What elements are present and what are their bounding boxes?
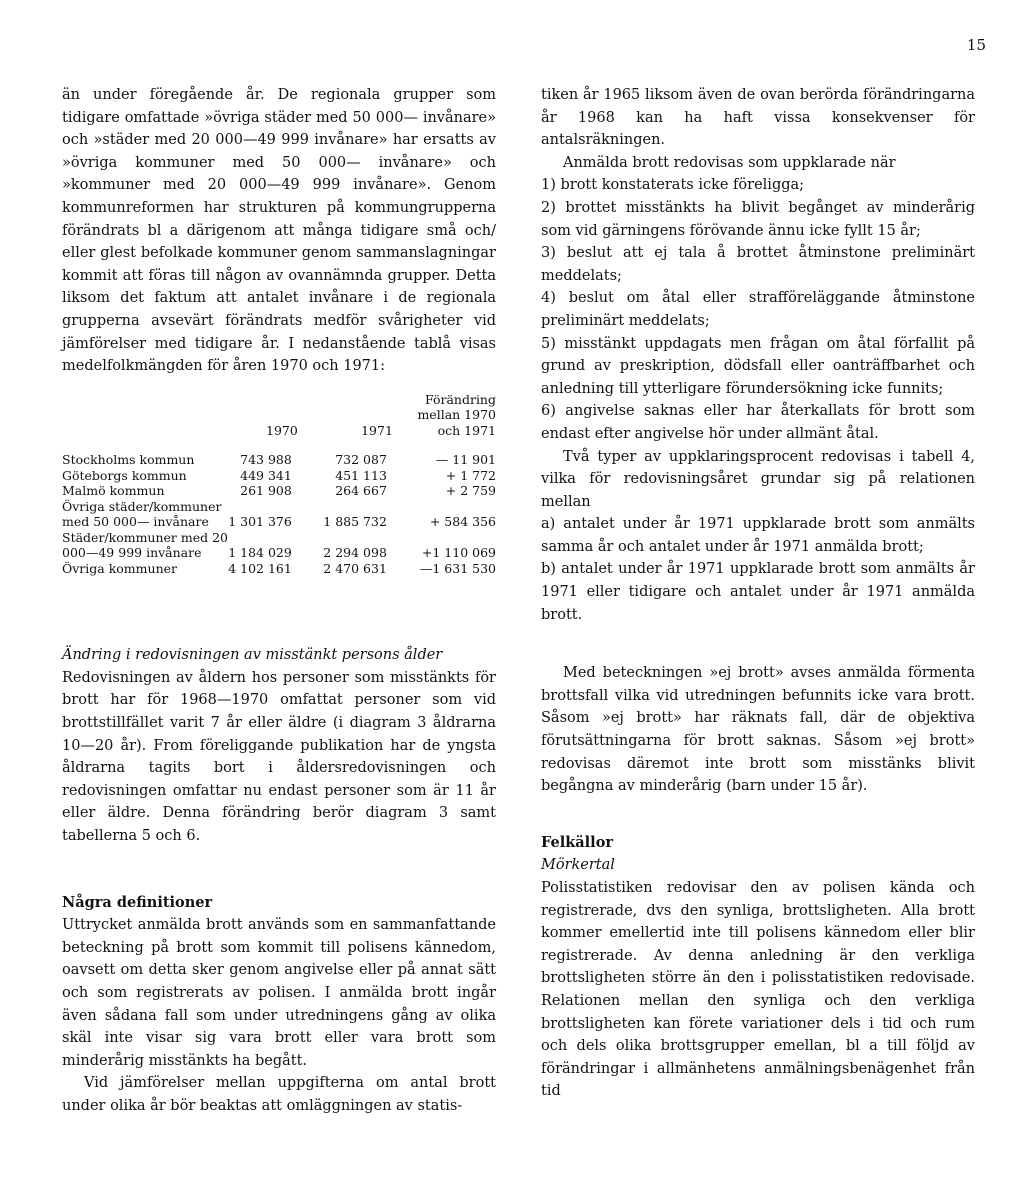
- table-header-row: [62, 392, 496, 453]
- row-value-1971: 2 294 098: [323, 545, 387, 561]
- paragraph-definitions-1: Uttrycket anmälda brott används som en sammanfattande beteckning på brott som kommit till polisens kännedom, oavsett om detta sker genom angivelse eller på annat sätt och som registrerats av polisen. I anmälda brott ingår även sådana fall som under utredningens gång av olika skäl inte visar sig vara brott eller vara brott som minderårig misstänkts ha begått.: [62, 917, 496, 1069]
- heading-definitions: Några definitioner: [62, 893, 213, 911]
- list-item: 5) misstänkt uppdagats men frågan om åtal förfallit på grund av preskription, dödsfall eller oanträffbarhet och anledning till ytterligare förundersökning icke funnits;: [541, 335, 975, 397]
- row-label: Övriga städer/kommuner med 50 000— invånare: [62, 498, 222, 530]
- page-number: 15: [966, 36, 986, 54]
- paragraph-age-change: Redovisningen av åldern hos personer som misstänkts för brott har för 1968—1970 omfattat personer som vid brottstillfället varit 7 år eller äldre (i diagram 3 åldrarna 10—20 år). From föreliggande publikation har de yngsta åldrarna tagits bort i åldersredovisningen och redovisningen omfattar nu endast personer som är 11 år eller äldre. Denna förändring berör diagram 3 samt tabellerna 5 och 6.: [62, 669, 496, 844]
- row-change: + 1 772: [445, 467, 496, 483]
- row-label: Städer/kommuner med 20 000—49 999 invånare: [62, 529, 229, 561]
- row-value-1971: 1 885 732: [323, 514, 387, 530]
- clearance-relation-list: [541, 513, 975, 626]
- row-value-1970: 743 988: [240, 452, 292, 468]
- paragraph-cleared-intro: Anmälda brott redovisas som uppklarade när: [563, 154, 896, 171]
- heading-age-change: Ändring i redovisningen av misstänkt persons ålder: [62, 647, 443, 664]
- cleared-criteria-list: [541, 174, 975, 445]
- row-change: + 2 759: [445, 483, 496, 499]
- row-change: + 584 356: [429, 514, 496, 530]
- row-change: — 11 901: [435, 452, 496, 468]
- paragraph-dark-figure: Polisstatistiken redovisar den av polisen kända och registrerade, dvs den synliga, brottsligheten. Alla brott kommer emellertid inte till polisens kännedom eller blir registrerade. Av denna anledning är den verkliga brottsligheten större än den i polisstatistiken redovisade. Relationen mellan den synliga och den verkliga brottsligheten kan förete variationer dels i tid och rum och dels olika brottsgrupper emellan, bl a till följd av förändringar i allmänhetens anmälningsbenägenhet från tid: [541, 880, 975, 1100]
- row-change: +1 110 069: [421, 545, 496, 561]
- left-column: [62, 84, 496, 1118]
- right-column: [541, 84, 975, 1103]
- paragraph-statistics-cont: tiken år 1965 liksom även de ovan berörda förändringarna år 1968 kan ha haft vissa konsekvenser för antalsräkningen.: [541, 87, 975, 149]
- row-value-1970: 1 301 376: [228, 514, 292, 530]
- table-header-change: Förändring mellan 1970 och 1971: [417, 391, 496, 438]
- paragraph-regional-groups: än under föregående år. De regionala grupper som tidigare omfattade »övriga städer med 50 000— invånare» och »städer med 20 000—49 999 invånare» har ersatts av »övriga kommuner med 50 000— invånare» och »kommuner med 20 000—49 999 invånare». Genom kommunreformen har strukturen på kommungrupperna förändrats bl a därigenom att många tidigare små och/ eller glest befolkade kommuner genom sammanslagningar kommit att föras till någon av ovannämnda grupper. Detta liksom det faktum att antalet invånare i de regionala grupperna avsevärt förändrats medför svårigheter vid jämförelser med tidigare år. I nedanstående tablå visas medelfolkmängden för åren 1970 och 1971:: [62, 87, 496, 375]
- table-row: [62, 530, 496, 561]
- table-header-1970: 1970: [266, 422, 298, 438]
- population-table: [62, 392, 496, 577]
- table-header-label: [62, 392, 228, 453]
- table-header-1971: 1971: [361, 422, 393, 438]
- paragraph-definitions-2: Vid jämförelser mellan uppgifterna om antal brott under olika år bör beaktas att omläggningen av statis-: [62, 1075, 496, 1114]
- table-row: [62, 483, 496, 499]
- list-item: 2) brottet misstänkts ha blivit begånget av minderårig som vid gärningens förövande ännu icke fyllt 15 år;: [541, 199, 975, 239]
- row-label: Stockholms kommun: [62, 452, 195, 468]
- heading-error-sources: Felkällor: [541, 833, 614, 851]
- row-label: Övriga kommuner: [62, 560, 177, 576]
- list-item: 4) beslut om åtal eller strafföreläggande åtminstone preliminärt meddelats;: [541, 290, 975, 329]
- row-value-1970: 1 184 029: [228, 545, 292, 561]
- table-row: [62, 468, 496, 484]
- row-value-1970: 4 102 161: [228, 560, 292, 576]
- paragraph-not-crime: Med beteckningen »ej brott» avses anmälda förmenta brottsfall vilka vid utredningen befunnits icke vara brott. Såsom »ej brott» har räknats fall, där de objektiva förutsättningarna för brott saknas. Såsom »ej brott» redovisas däremot inte brott som misstänks blivit begångna av minderårig (barn under 15 år).: [541, 665, 975, 795]
- table-row: [62, 452, 496, 468]
- list-item: 1) brott konstaterats icke föreligga;: [541, 177, 805, 194]
- row-value-1971: 732 087: [335, 452, 387, 468]
- row-value-1970: 261 908: [240, 483, 292, 499]
- list-item: a) antalet under år 1971 uppklarade brott som anmälts samma år och antalet under år 1971 anmälda brott;: [541, 516, 975, 555]
- table-row: [62, 499, 496, 530]
- paragraph-clearance-types: Två typer av uppklaringsprocent redovisas i tabell 4, vilka för redovisningsåret grundar sig på relationen mellan: [541, 448, 975, 510]
- row-value-1971: 2 470 631: [323, 560, 387, 576]
- list-item: b) antalet under år 1971 uppklarade brott som anmälts år 1971 eller tidigare och antalet under år 1971 anmälda brott.: [541, 561, 975, 623]
- row-label: Malmö kommun: [62, 483, 165, 499]
- subheading-dark-figure: Mörkertal: [541, 857, 615, 874]
- row-value-1971: 264 667: [335, 483, 387, 499]
- list-item: 6) angivelse saknas eller har återkallats för brott som endast efter angivelse hör under allmänt åtal.: [541, 403, 975, 442]
- row-value-1971: 451 113: [335, 467, 387, 483]
- row-change: —1 631 530: [419, 560, 496, 576]
- list-item: 3) beslut att ej tala å brottet åtminstone preliminärt meddelats;: [541, 245, 975, 284]
- table-row: [62, 561, 496, 577]
- row-value-1970: 449 341: [240, 467, 292, 483]
- row-label: Göteborgs kommun: [62, 467, 187, 483]
